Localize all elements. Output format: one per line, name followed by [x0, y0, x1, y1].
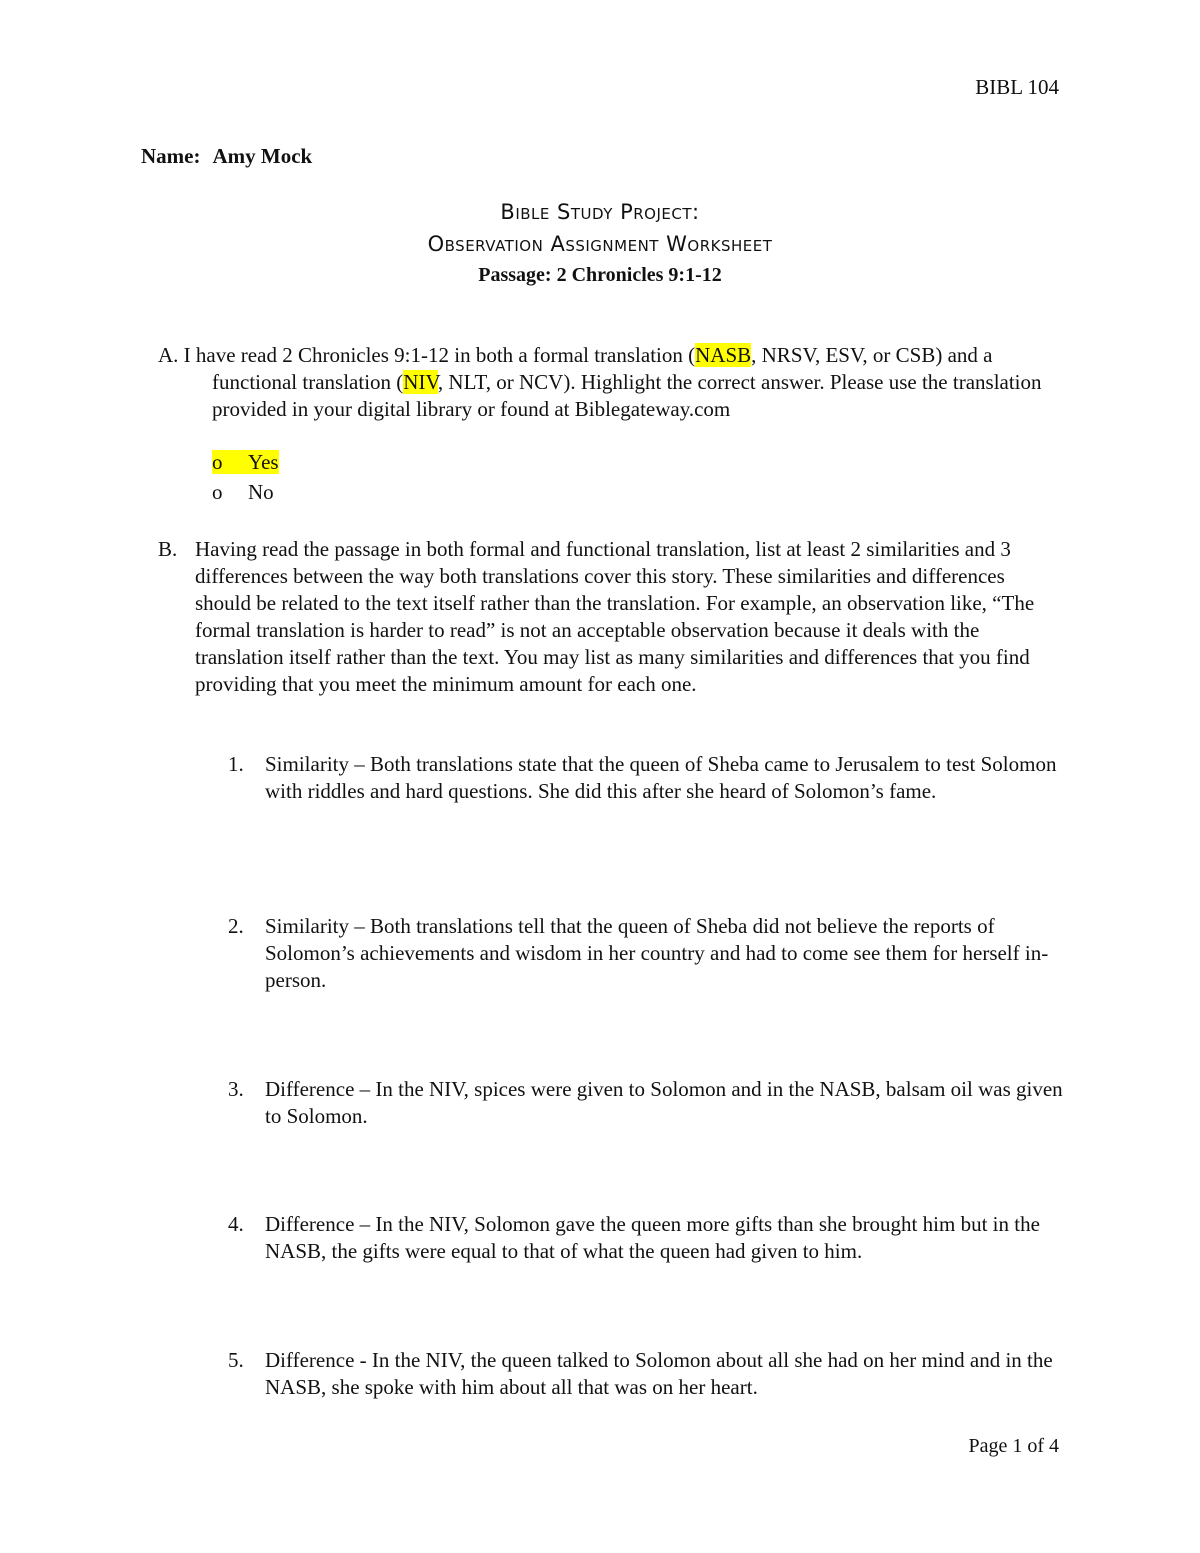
option-yes-highlight	[212, 450, 279, 474]
answer-number: 4.	[228, 1212, 244, 1236]
student-name: Amy Mock	[212, 144, 313, 168]
answer-item	[228, 913, 1068, 994]
question-a-text-part: I have read 2 Chronicles 9:1-12 in both a formal translation (	[183, 343, 696, 367]
question-a-text	[158, 342, 1058, 423]
answer-text: Difference – In the NIV, spices were given to Solomon and in the NASB, balsam oil was given to Solomon.	[265, 1077, 1063, 1128]
page-subtitle: Observation Assignment Worksheet	[427, 232, 773, 256]
question-a	[158, 342, 1058, 423]
question-b-letter: B.	[158, 537, 178, 561]
answer-item	[228, 751, 1068, 805]
question-a-text-part: , NLT, or NCV). Highlight the correct answer. Please use the translation provided in your digital library or found at Biblegateway.com	[212, 370, 1042, 421]
student-name-line	[141, 143, 312, 170]
page-number: Page 1 of 4	[968, 1435, 1059, 1457]
answer-text: Similarity – Both translations tell that the queen of Sheba did not believe the reports of Solomon’s achievements and wisdom in her country and had to come see them for herself in-person.	[265, 914, 1049, 992]
option-label: Yes	[248, 450, 279, 474]
answer-number: 5.	[228, 1348, 244, 1372]
question-b	[158, 536, 1062, 698]
answer-text: Difference – In the NIV, Solomon gave the queen more gifts than she brought him but in the NASB, the gifts were equal to that of what the queen had given to him.	[265, 1212, 1040, 1263]
answer-number: 3.	[228, 1077, 244, 1101]
question-b-text: Having read the passage in both formal and functional translation, list at least 2 similarities and 3 differences between the way both translations cover this story. These similarities and differences should be related to the text itself rather than the translation. For example, an observation like, “The formal translation is harder to read” is not an acceptable observation because it deals with the translation itself rather than the text. You may list as many similarities and differences that you find providing that you meet the minimum amount for each one.	[195, 537, 1035, 696]
question-a-text-part: , NRSV, ESV, or CSB) and a functional translation (	[212, 343, 993, 394]
answer-number: 1.	[228, 752, 244, 776]
answer-item	[228, 1347, 1068, 1401]
course-code: BIBL 104	[975, 75, 1059, 99]
answer-number: 2.	[228, 914, 244, 938]
option-yes[interactable]	[212, 449, 279, 478]
name-label: Name:	[141, 144, 201, 168]
niv-highlight: NIV	[403, 370, 438, 394]
answer-item	[228, 1211, 1068, 1265]
passage-reference: Passage: 2 Chronicles 9:1-12	[478, 264, 722, 286]
nasb-highlight: NASB	[695, 343, 752, 367]
option-bullet: o	[212, 450, 223, 474]
answer-text: Difference - In the NIV, the queen talked to Solomon about all she had on her mind and in the NASB, she spoke with him about all that was on her heart.	[265, 1348, 1053, 1399]
question-a-letter: A.	[158, 343, 179, 367]
page-title: Bible Study Project:	[500, 200, 700, 224]
option-no[interactable]	[212, 479, 274, 508]
option-label: No	[248, 480, 274, 504]
answer-text: Similarity – Both translations state that the queen of Sheba came to Jerusalem to test Solomon with riddles and hard questions. She did this after she heard of Solomon’s fame.	[265, 752, 1057, 803]
option-bullet: o	[212, 480, 223, 504]
answer-item	[228, 1076, 1068, 1130]
